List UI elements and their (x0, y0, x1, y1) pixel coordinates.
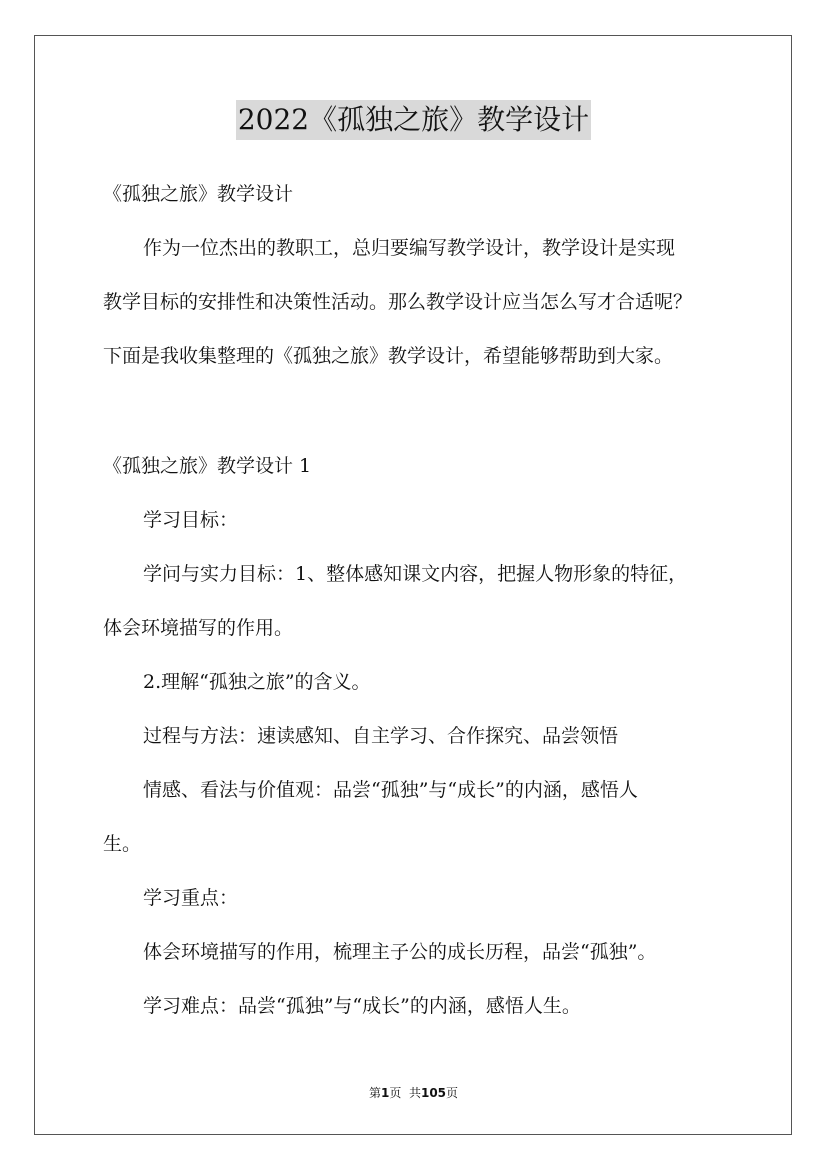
paragraph-line: 教学目标的安排性和决策性活动。那么教学设计应当怎么写才合适呢？ (103, 291, 693, 313)
paragraph-line: 学习重点： (143, 887, 239, 909)
paragraph-line: 学问与实力目标：1、整体感知课文内容，把握人物形象的特征， (143, 563, 688, 585)
paragraph-line: 学习难点：品尝“孤独”与“成长”的内涵，感悟人生。 (143, 995, 581, 1017)
paragraph-line: 情感、看法与价值观：品尝“孤独”与“成长”的内涵，感悟人 (143, 779, 638, 801)
title-container (0, 100, 827, 140)
paragraph-line: 2.理解“孤独之旅”的含义。 (143, 671, 371, 693)
paragraph-line: 作为一位杰出的教职工，总归要编写教学设计，教学设计是实现 (143, 237, 676, 259)
paragraph-line: 过程与方法：速读感知、自主学习、合作探究、品尝领悟 (143, 725, 619, 747)
footer-prefix: 第 (368, 1086, 381, 1100)
section-heading: 《孤独之旅》教学设计 (103, 183, 294, 205)
footer-suffix: 页 (446, 1086, 459, 1100)
paragraph-line: 生。 (103, 833, 142, 855)
footer-total-pages: 105 (420, 1086, 447, 1100)
paragraph-line: 学习目标： (143, 509, 239, 531)
section-heading: 《孤独之旅》教学设计 1 (103, 455, 312, 477)
paragraph-line: 体会环境描写的作用。 (103, 617, 294, 639)
paragraph-line: 体会环境描写的作用，梳理主子公的成长历程，品尝“孤独”。 (143, 941, 657, 963)
page-footer (0, 1084, 827, 1101)
footer-page-number: 1 (380, 1086, 390, 1100)
paragraph-line: 下面是我收集整理的《孤独之旅》教学设计，希望能够帮助到大家。 (103, 345, 674, 367)
footer-middle: 页 共 (389, 1086, 421, 1100)
document-title: 2022《孤独之旅》教学设计 (236, 100, 591, 140)
